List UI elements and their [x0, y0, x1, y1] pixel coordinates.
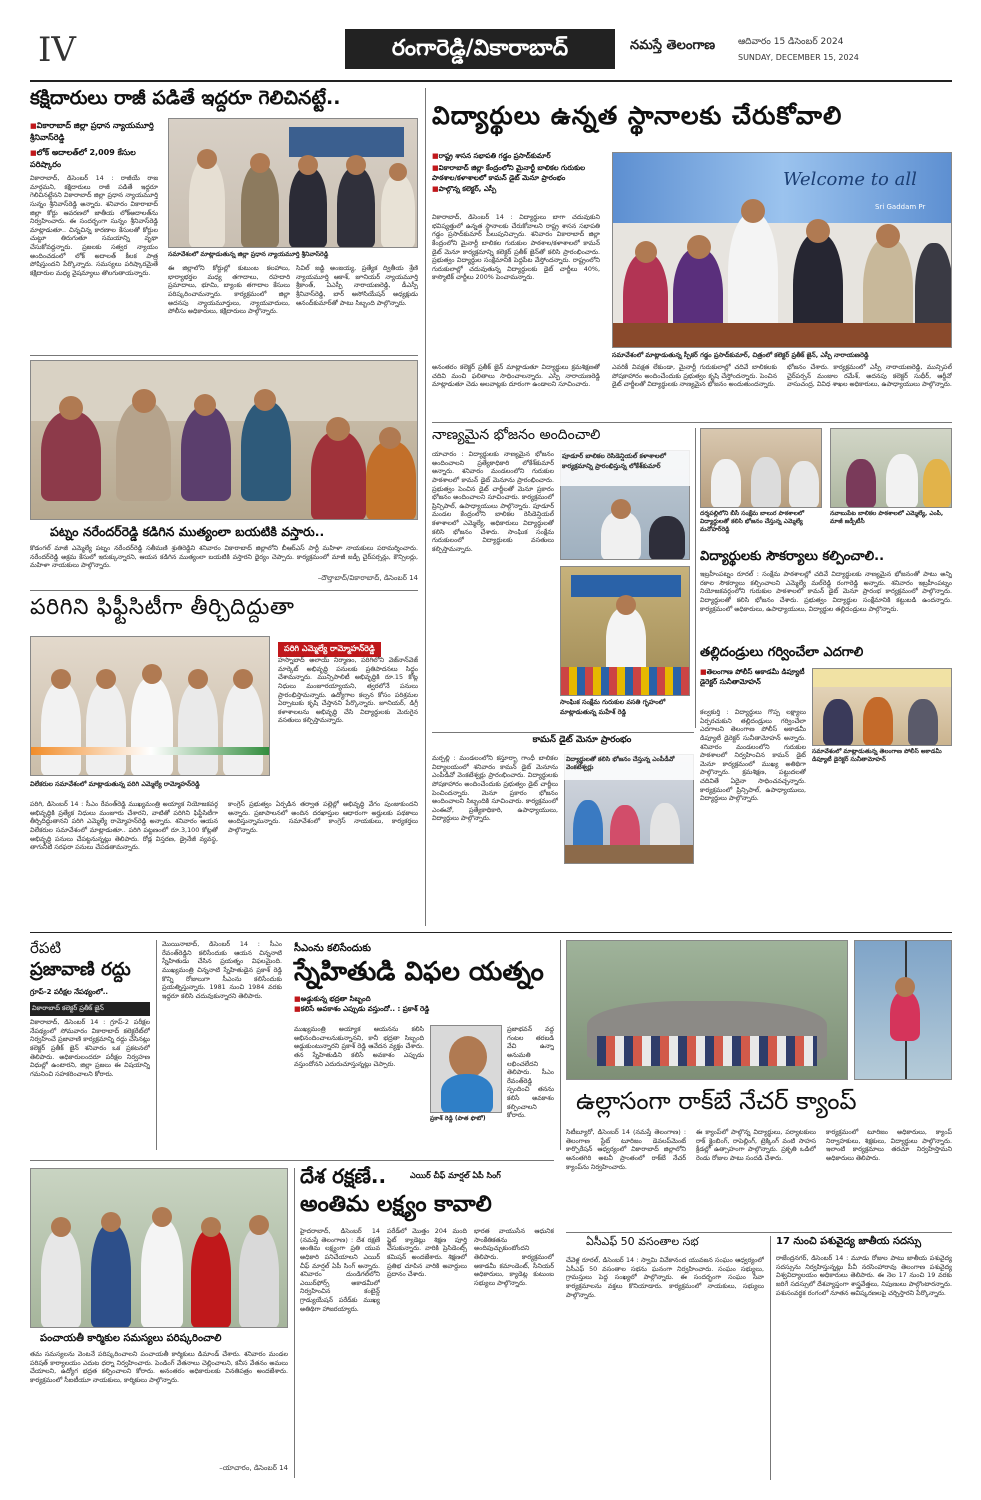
headline: ఏసీఎఫ్ 50 వసంతాల సభ [586, 1235, 699, 1248]
mla-tag [278, 636, 418, 657]
body-text: మర్పల్లి : మండలంలోని కస్తూర్బా గాంధీ బాలికల విద్యాలయంలో శనివారం కామన్ డైట్ మెనూను ఎంపీడీవో వెంకటేశ్వర్లు ప్రారంభించారు. విద్యార్థులకు పోషకాహారం అందించేందుకు ప్రభుత్వం డైట్ చార్జీలు పెంచిందన్నారు. మెనూ ప్రకారం భోజనం అందించాలని సిబ్బందికి సూచించారు. కార్యక్రమంలో ఎంఈవో, ప్రత్యేకాధికారి, ఉపాధ్యాయులు, విద్యార్థులు పాల్గొన్నారు. [432, 754, 558, 823]
caption-title: పట్నం నరేందర్‌రెడ్డి కడిగిన ముత్యంలా బయటికి వస్తారు.. [50, 524, 325, 539]
body-text: సిటీబ్యూరో, డిసెంబర్ 14 (నమస్తే తెలంగాణ) : తెలంగాణ స్టేట్ టూరిజం డెవలప్‌మెంట్ కార్పొరేషన్ ఆధ్వర్యంలో వికారాబాద్ జిల్లాలోని అనంతగిరి అటవీ ప్రాంతంలో రాక్‌బే నేచర్ క్యాంప్‌ను నిర్వహించారు. [566, 1128, 686, 1171]
body-text: వికారాబాద్, డిసెంబర్ 14 : రాజీయే రాజ మార్గమని, కక్షిదారులు రాజీ పడితే ఇద్దరూ గెలిచినట్టేనని వికారాబాద్ జిల్లా ప్రధాన న్యాయమూర్తి సున్నం శ్రీనివాస్‌రెడ్డి అన్నారు. శనివారం వికారాబాద్ జిల్లా కోర్టు ఆవరణలో జాతీయ లోక్‌అదాలత్‌ను నిర్వహించారు. ఈ సందర్భంగా సున్నం శ్రీనివాస్‌రెడ్డి మాట్లాడుతూ.. చిన్నచిన్న కారణాల కేసులతో కోర్టుల చుట్టూ తిరుగుతూ సమయాన్ని వృథా చేసుకోవద్దన్నారు. ప్రజలకు సత్వర న్యాయం అందించడంలో లోక్ అదాలత్ కీలక పాత్ర పోషిస్తుందని పేర్కొన్నారు. సమస్యలు పరిష్కారమైతే కక్షిదారుల మధ్య వైషమ్యాలు తొలగుతాయన్నారు. [30, 174, 158, 278]
subhead-bullet: ■ పాల్గొన్న కలెక్టర్, ఎస్పీ [432, 185, 600, 195]
story-cm-friend [162, 940, 554, 1155]
title-line-2: ప్రజావాణి రద్దు [30, 959, 131, 980]
body-text: చేవెళ్ల రూరల్, డిసెంబర్ 14 : స్వామి వివేకానంద యువజన సంఘం ఆధ్వర్యంలో ఏసీఎఫ్ 50 వసంతాల సభను ఘనంగా నిర్వహించారు. సంఘం సభ్యులు, గ్రామస్తులు పెద్ద సంఖ్యలో పాల్గొన్నారు. ఈ సందర్భంగా సంఘం సేవా కార్యక్రమాలను వక్తలు కొనియాడారు. కార్యక్రమంలో నాయకులు, సభ్యులు పాల్గొన్నారు. [566, 1256, 764, 1299]
subhead-bullet: ■ అడ్డుకున్న భద్రతా సిబ్బంది [294, 995, 554, 1005]
story-lok-adalat [30, 88, 418, 350]
body-text: భారత వాయుసేన ఆధునిక సాంకేతికతను అందిపుచ్చుకుంటోందని తెలిపారు. కార్యక్రమంలో అకాడమీ కమాండెంట్, సీనియర్ అధికారులు, క్యాడెట్ల కుటుంబ సభ్యులు పాల్గొన్నారు. [474, 1227, 554, 1287]
headline: కక్షిదారులు రాజీ పడితే ఇద్దరూ గెలిచినట్టే.. [30, 87, 341, 109]
story-quality-food [432, 428, 690, 728]
prakash-photo [430, 1025, 502, 1113]
body-text: యాచారం : విద్యార్థులకు నాణ్యమైన భోజనం అందించాలని ప్రత్యేకాధికారి లోకేశ్‌కుమార్ అన్నారు. శనివారం మండలంలోని గురుకుల పాఠశాలలో కామన్ డైట్ మెనూను ప్రారంభించారు. ప్రభుత్వం పెంచిన డైట్ చార్జీలతో మెనూ ప్రకారం భోజనం అందించాలని సూచించారు. కార్యక్రమంలో ప్రిన్సిపాల్, ఉపాధ్యాయులు పాల్గొన్నారు. పూడూర్ మండల కేంద్రంలోని బాలికల రెసిడెన్షియల్ కళాశాలలో ఎమ్మెల్యే, అధికారులు విద్యార్థులతో కలిసి భోజనం చేశారు. సాంఘిక సంక్షేమ గురుకులంలో విద్యార్థులకు వసతులు కల్పిస్తామన్నారు. [432, 450, 554, 554]
headline: నాణ్యమైన భోజనం అందించాలి [432, 427, 601, 443]
kicker: ఎయిర్ చీఫ్ మార్షల్ ఏపీ సింగ్ [410, 1171, 501, 1180]
body-text: వికారాబాద్, డిసెంబర్ 14 : గ్రూప్-2 పరీక్షల నేపథ్యంలో సోమవారం వికారాబాద్ కలెక్టరేట్‌లో నిర్వహించే ప్రజావాణి కార్యక్రమాన్ని రద్దు చేసినట్లు కలెక్టర్ ప్రతీక్ జైన్ శనివారం ఒక ప్రకటనలో తెలిపారు. అధికారులందరూ పరీక్షల నిర్వహణ విధుల్లో ఉంటారని, జిల్లా ప్రజలు ఈ విషయాన్ని గమనించి సహకరించాలని కోరారు. [30, 1018, 150, 1078]
story-photos-mla [700, 428, 952, 548]
story-air-chief [300, 1165, 554, 1480]
court-photo [168, 118, 418, 248]
kicker: సీఎంను కలిసేందుకు [294, 943, 372, 954]
body-text: మొయినాబాద్, డిసెంబర్ 14 : సీఎం రేవంత్‌రెడ్డిని కలిసేందుకు ఆయన చిన్ననాటి స్నేహితుడు చేసిన ప్రయత్నం విఫలమైంది. ముఖ్యమంత్రి చిన్ననాటి స్నేహితుడైన ప్రకాశ్ రెడ్డి కొన్ని రోజులుగా సీఎంను కలిసేందుకు ప్రయత్నిస్తున్నారు. 1981 నుంచి 1984 వరకు ఇద్దరూ కలిసి చదువుకున్నారని తెలిపారు. [162, 940, 282, 1000]
story-parigi [30, 596, 418, 926]
body-text: పరేడ్‌లో మొత్తం 204 మంది ఫ్లైట్ క్యాడెట్లు శిక్షణ పూర్తి చేసుకున్నారు. వారికి ప్రెసిడెంట్స్ కమిషన్ అందజేశారు. శిక్షణలో ప్రతిభ చూపిన వారికి అవార్డులు ప్రదానం చేశారు. [387, 1227, 467, 1279]
headline: విద్యార్థులకు సౌకర్యాలు కల్పించాలి.. [700, 549, 885, 564]
subhead-bullet: ■ రాష్ట్ర శాసన సభాపతి గడ్డం ప్రసాద్‌కుమార్ [432, 152, 600, 162]
headline: స్నేహితుడి విఫల యత్నం [294, 957, 544, 987]
story-common-diet [432, 736, 694, 926]
story-facilities [700, 550, 952, 640]
rappelling-photo [854, 940, 952, 1080]
story-rock-camp [566, 940, 952, 1230]
story-vet-summit [776, 1236, 952, 1480]
headline: కామన్ డైట్ మెనూ ప్రారంభం [532, 735, 632, 745]
body-text: హస్నాబాద్ అలాయ్ నిర్మాణం, పరిగిలోని వెజ్‌నాన్‌వెజ్ మార్కెట్ అభివృద్ధి పనులకు ప్రతిపాదనలు సిద్ధం చేశామన్నారు. మున్సిపాలిటీ అభివృద్ధికి రూ.15 కోట్ల నిధులు మంజూరయ్యాయని, త్వరలోనే పనులు ప్రారంభిస్తామన్నారు. ఉద్యోగాల కల్పన కోసం పరిశ్రమల ఏర్పాటుకు కృషి చేస్తానని పేర్కొన్నారు. జూనియర్, డిగ్రీ కళాశాలలను అభివృద్ధి చేసి విద్యార్థులకు మెరుగైన వసతులు కల్పిస్తామన్నారు. [278, 656, 418, 725]
signature: –దౌల్తాబాద్/వికారాబాద్, డిసెంబర్ 14 [317, 574, 418, 582]
headline-line-1: దేశ రక్షణే.. [300, 1164, 387, 1188]
headline: తల్లిదండ్రులు గర్వించేలా ఎదగాలి [700, 645, 864, 660]
body-text: ప్రజాభవన్ వద్ద గంటల తరబడి వేచి ఉన్నా అనుమతి లభించలేదని తెలిపారు. సీఎం రేవంత్‌రెడ్డి స్పందించి తనను కలిసే అవకాశం కల్పించాలని కోరారు. [507, 1025, 554, 1120]
subhead-bullet: ■ లోక్ అదాలత్‌లో 2,009 కేసుల పరిష్కారం [30, 147, 158, 170]
date-english: SUNDAY, DECEMBER 15, 2024 [738, 53, 859, 62]
banner-name: Sri Gaddam Pr [875, 203, 926, 211]
headline: 17 నుంచి పశువైద్య జాతీయ సదస్సు [776, 1236, 922, 1247]
protest-photo [30, 1168, 288, 1328]
paper-name: నమస్తే తెలంగాణ [630, 38, 716, 53]
story-panchayat-workers [30, 1168, 288, 1478]
photo-caption: ప్రకాశ్ రెడ్డి (పాత ఫొటో) [430, 1115, 486, 1122]
press-meet-photo [30, 636, 270, 776]
body-text: ఇబ్రహీంపట్నం రూరల్ : సంక్షేమ పాఠశాలల్లో చదివే విద్యార్థులకు నాణ్యమైన భోజనంతో పాటు అన్ని రకాల సౌకర్యాలు కల్పించాలని ఎమ్మెల్యే మల్‌రెడ్డి రంగారెడ్డి అన్నారు. శనివారం ఇబ్రహీంపట్నం నియోజకవర్గంలోని గురుకుల పాఠశాలలో కామన్ డైట్ మెనూ ప్రారంభ కార్యక్రమంలో పాల్గొన్నారు. విద్యార్థులతో కలిసి భోజనం చేశారు. ప్రభుత్వం విద్యార్థుల సంక్షేమానికి కట్టుబడి ఉందన్నారు. కార్యక్రమంలో అధికారులు, ఉపాధ్యాయులు, విద్యార్థుల తల్లిదండ్రులు పాల్గొన్నారు. [700, 570, 952, 613]
body-text: ఎవరికీ వివక్షత లేకుండా, మైనార్టీ గురుకులాల్లో చదివే బాలికలకు పోషకాహారం అందించేందుకు ప్రభుత్వం కృషి చేస్తోందన్నారు. పెంచిన డైట్ చార్జీలతో విద్యార్థులకు నాణ్యమైన భోజనం అందుతుందన్నారు. [612, 363, 777, 389]
section-title: రంగారెడ్డి/వికారాబాద్ [345, 29, 615, 69]
body-text: కొడంగల్ మాజీ ఎమ్మెల్యే పట్నం నరేందర్‌రెడ్డి సతీమణి శ్రుతిరెడ్డిని శనివారం వికారాబాద్ జిల్లాలోని బీఆర్‌ఎస్ పార్టీ మహిళా నాయకులు పరామర్శించారు. నరేందర్‌రెడ్డి అక్రమ కేసులో ఇరుక్కున్నారని, ఆయన కడిగిన ముత్యంలా బయటికి వస్తారని ధైర్యం చెప్పారు. కార్యక్రమంలో మాజీ జడ్పీ చైర్‌పర్సన్లు, కౌన్సిలర్లు, మహిళా నాయకులు పాల్గొన్నారు. [30, 544, 418, 570]
story-parents-proud [700, 646, 952, 926]
story-prajavani [30, 940, 150, 1150]
photo-caption: సమావేశంలో మాట్లాడుతున్న స్పీకర్ గడ్డం ప్రసాద్‌కుమార్, చిత్రంలో కలెక్టర్ ప్రతీక్ జైన్, ఎస్పీ నారాయణరెడ్డి [612, 351, 869, 359]
title-line-1: రేపటి [30, 939, 62, 957]
headline-line-2: అంతిమ లక్ష్యం కావాలి [300, 1192, 492, 1217]
body-text: తమ సమస్యలను వెంటనే పరిష్కరించాలని పంచాయతీ కార్మికులు డిమాండ్ చేశారు. శనివారం మండల పరిషత్ కార్యాలయం ఎదుట ధర్నా నిర్వహించారు. పెండింగ్ వేతనాలు చెల్లించాలని, కనీస వేతనం అమలు చేయాలని, ఉద్యోగ భద్రత కల్పించాలని కోరారు. అనంతరం అధికారులకు వినతిపత్రం అందజేశారు. కార్యక్రమంలో సీఐటీయూ నాయకులు, కార్మికులు పాల్గొన్నారు. [30, 1350, 288, 1384]
masthead [0, 0, 981, 80]
body-text: ముఖ్యమంత్రి అయ్యాక ఆయనను కలిసి అభినందించాలనుకున్నానని, కానీ భద్రతా సిబ్బంది అడ్డుకుంటున్నారని ప్రకాశ్ రెడ్డి ఆవేదన వ్యక్తం చేశారు. తన స్నేహితుడిని కలిసే అవకాశం ఎప్పుడు వస్తుందోనని ఎదురుచూస్తున్నట్లు చెప్పారు. [294, 1025, 424, 1068]
headline: ఉల్లాసంగా రాక్‌బే నేచర్ క్యాంప్ [576, 1087, 857, 1115]
body-text: కార్యక్రమంలో టూరిజం అధికారులు, క్యాంప్ నిర్వాహకులు, శిక్షకులు, విద్యార్థులు పాల్గొన్నారు. ఇలాంటి కార్యక్రమాలు తరచూ నిర్వహిస్తామని అధికారులు తెలిపారు. [826, 1128, 952, 1162]
story-narender-reddy [30, 360, 418, 585]
body-text: కల్వకుర్తి : విద్యార్థులు గొప్ప లక్ష్యాలు ఏర్పరచుకుని తల్లిదండ్రులు గర్వించేలా ఎదగాలని తెలంగాణ పోలీస్ అకాడమీ డిప్యూటీ డైరెక్టర్ సునీతామోహన్ అన్నారు. శనివారం మండలంలోని గురుకుల పాఠశాలలో నిర్వహించిన కామన్ డైట్ మెనూ కార్యక్రమంలో ముఖ్య అతిథిగా పాల్గొన్నారు. క్రమశిక్షణ, పట్టుదలతో చదివితే ఏదైనా సాధించవచ్చన్నారు. కార్యక్రమంలో ప్రిన్సిపాల్, ఉపాధ్యాయులు, విద్యార్థులు పాల్గొన్నారు. [700, 708, 806, 803]
dining-photo-a [700, 428, 822, 508]
photo-caption: నవాబుపేట బాలికల పాఠశాలలో ఎమ్మెల్యే, ఎంపీ, మాజీ జడ్పీటీసీ [830, 510, 944, 525]
body-text: భోజనం చేశారు. కార్యక్రమంలో ఎస్పీ నారాయణరెడ్డి, మున్సిపల్ చైర్‌పర్సన్ మంజుల రమేశ్, అదనపు కలెక్టర్ సుధీర్, ఆర్డీవో వాసుచంద్ర, వివిధ శాఖల అధికారులు, ఉపాధ్యాయులు పాల్గొన్నారు. [787, 363, 952, 389]
tag-label: పరిగి ఎమ్మెల్యే రామ్మోహన్‌రెడ్డి [278, 642, 381, 657]
body-text: సివిల్ జడ్జి అంజయ్య, ప్రత్యేక ద్వితీయ శ్రేణి న్యాయమూర్తి ఆకాశ్, జూనియర్ న్యాయమూర్తి శ్రీకాంత్, ఏఎస్పీ నారాయణరెడ్డి, డీఎస్పీ శ్రీనివాస్‌రెడ్డి, బార్ అసోసియేషన్ అధ్యక్షుడు ఆనంద్‌కుమార్‌తో పాటు సిబ్బంది పాల్గొన్నారు. [296, 264, 418, 307]
date-telugu: ఆదివారం 15 డిసెంబర్ 2024 [738, 37, 844, 47]
photo-caption: సమావేశంలో మాట్లాడుతున్న జిల్లా ప్రధాన న్యాయమూర్తి శ్రీనివాస్‌రెడ్డి [168, 251, 329, 258]
subhead-bullet: ■ వికారాబాద్ జిల్లా కేంద్రంలోని మైనార్టీ బాలికల గురుకుల పాఠశాల/కళాశాలలో కామన్ డైట్ మెనూ ప్రారంభం [432, 164, 600, 184]
story-students-speaker [432, 88, 952, 418]
photo-caption: దర్శపల్లిలోని బీసీ సంక్షేమ బాలుర పాఠశాలలో విద్యార్థులతో కలిసి భోజనం చేస్తున్న ఎమ్మెల్యే మనోహర్‌రెడ్డి [700, 510, 805, 533]
photo-caption: పూడూర్ బాలికల రెసిడెన్షియల్ కళాశాలలో కార్యక్రమాన్ని ప్రారంభిస్తున్న లోకేశ్‌కుమార్ [560, 450, 690, 486]
body-text: కాంగ్రెస్ ప్రభుత్వం ఏర్పడిన తర్వాత పల్లెల్లో అభివృద్ధి వేగం పుంజుకుందని అన్నారు. ప్రజాపాలనలో అందిన దరఖాస్తుల ఆధారంగా అర్హులకు పథకాలు అందిస్తున్నామన్నారు. సమావేశంలో కాంగ్రెస్ నాయకులు, కార్యకర్తలు పాల్గొన్నారు. [228, 800, 418, 834]
photo-caption: విద్యార్థులతో కలిసి భోజనం చేస్తున్న ఎంపీడీవో వెంకటేశ్వర్లు [564, 754, 694, 780]
body-text: అనంతరం కలెక్టర్ ప్రతీక్ జైన్ మాట్లాడుతూ విద్యార్థులు క్రమశిక్షణతో చదివి మంచి ఫలితాలు సాధించాలన్నారు. ఎస్పీ నారాయణరెడ్డి మాట్లాడుతూ చెడు అలవాట్లకు దూరంగా ఉండాలని సూచించారు. [432, 363, 600, 389]
page-number: IV [38, 30, 76, 70]
body-text: వికారాబాద్, డిసెంబర్ 14 : విద్యార్థులు బాగా చదువుకుని భవిష్యత్తులో ఉన్నత స్థానాలకు చేరుకోవాలని రాష్ట్ర శాసన సభాపతి గడ్డం ప్రసాద్‌కుమార్ పిలుపునిచ్చారు. శనివారం వికారాబాద్ జిల్లా కేంద్రంలోని మైనార్టీ బాలికల గురుకుల పాఠశాల/కళాశాలలో కామన్ డైట్ మెనూ కార్యక్రమాన్ని కలెక్టర్ ప్రతీక్ జైన్‌తో కలిసి ప్రారంభించారు. ప్రభుత్వం విద్యార్థుల సంక్షేమానికి పెద్దపీట వేస్తోందన్నారు. రాష్ట్రంలోని గురుకులాల్లో చదువుతున్న విద్యార్థులకు డైట్ చార్జీలు 40%, కాస్మొటిక్ చార్జీలు 200% పెంచామన్నారు. [432, 213, 600, 282]
sub2: వికారాబాద్ కలెక్టర్ ప్రతీక్ జైన్ [30, 1002, 150, 1016]
academy-photo [812, 668, 952, 746]
body-text: ఈ జిల్లాలోని కోర్టుల్లో కుటుంబ కలహాలు, భార్యాభర్తల మధ్య తగాదాలు, రహదారి ప్రమాదాలు, భూమి, బ్యాంకు తగాదాల కేసులు పరిష్కరించామన్నారు. కార్యక్రమంలో జిల్లా అదనపు న్యాయమూర్తులు, న్యాయవాదులు, పోలీసు అధికారులు, కక్షిదారులు పాల్గొన్నారు. [168, 264, 290, 316]
photo-caption: పంచాయతీ కార్మికుల సమస్యలు పరిష్కరించాలి [40, 1333, 222, 1344]
story-acf [566, 1236, 764, 1480]
banner-welcome: Welcome to all [783, 169, 917, 190]
photo-caption: సాంఘిక సంక్షేమ గురుకుల వసతి గృహంలో మాట్లాడుతున్న మహేశ్ రెడ్డి [560, 698, 666, 716]
body-text: రాజేంద్రనగర్, డిసెంబర్ 14 : మూడు రోజుల పాటు జాతీయ పశువైద్య సదస్సును నిర్వహిస్తున్నట్లు పీవీ నరసింహారావు తెలంగాణ పశువైద్య విశ్వవిద్యాలయం అధికారులు తెలిపారు. ఈ నెల 17 నుంచి 19 వరకు జరిగే సదస్సులో దేశవ్యాప్తంగా శాస్త్రవేత్తలు, నిపుణులు పాల్గొంటారన్నారు. పశుసంవర్ధక రంగంలో నూతన ఆవిష్కరణలపై చర్చిస్తారని పేర్కొన్నారు. [776, 1254, 952, 1297]
body-text: ఈ క్యాంప్‌లో పాల్గొన్న విద్యార్థులు, పర్యాటకులు రాక్ క్లైంబింగ్, రాపెల్లింగ్, ట్రెక్కింగ్ వంటి సాహస క్రీడల్లో ఉత్సాహంగా పాల్గొన్నారు. ప్రకృతి ఒడిలో రెండు రోజుల పాటు సందడి చేశారు. [696, 1128, 816, 1162]
hostel-photo [560, 566, 690, 696]
photo-caption: సమావేశంలో మాట్లాడుతున్న తెలంగాణ పోలీస్ అకాడమీ డిప్యూటీ డైరెక్టర్ సునీతామోహన్ [812, 748, 942, 763]
sub1: గ్రూప్-2 పరీక్షల నేపథ్యంలో.. [30, 988, 109, 996]
headline: విద్యార్థులు ఉన్నత స్థానాలకు చేరుకోవాలి [432, 101, 843, 130]
dining-photo-b [830, 428, 952, 508]
subhead-bullet: ■ కలిసే అవకాశం ఎప్పుడు వస్తుందో.. : ప్రకాశ్ రెడ్డి [294, 1005, 554, 1015]
body-text: పరిగి, డిసెంబర్ 14 : సీఎం రేవంత్‌రెడ్డి ముఖ్యమంత్రి అయ్యాక నియోజకవర్గ అభివృద్ధికి ప్రత్యేక నిధులు మంజూరు చేశారని, వాటితో పరిగిని ఫిఫ్టీసిటీగా తీర్చిదిద్దుతానని పరిగి ఎమ్మెల్యే రామ్మోహన్‌రెడ్డి అన్నారు. శనివారం ఆయన విలేకరుల సమావేశంలో మాట్లాడుతూ.. పరిగి పట్టణంలో రూ.3,100 కోట్లతో అభివృద్ధి పనులు చేపట్టనున్నట్లు తెలిపారు. రోడ్ల విస్తరణ, డ్రైనేజీ వ్యవస్థ, తాగునీటి సరఫరా పనులు చేపడతామన్నారు. [30, 800, 218, 852]
meeting-photo [30, 360, 418, 520]
subhead-bullet: ■ వికారాబాద్ జిల్లా ప్రధాన న్యాయమూర్తి శ్రీనివాస్‌రెడ్డి [30, 120, 158, 143]
signature: –యాచారం, డిసెంబర్ 14 [219, 1464, 288, 1472]
photo-caption: విలేకరుల సమావేశంలో మాట్లాడుతున్న పరిగి ఎమ్మెల్యే రామ్మోహన్‌రెడ్డి [30, 780, 200, 788]
subhead-bullet: ■ తెలంగాణ పోలీస్ అకాడమీ డిప్యూటీ డైరెక్టర్ సునీతామోహన్ [700, 668, 810, 688]
headline: పరిగిని ఫిఫ్టీసిటీగా తీర్చిదిద్దుతా [30, 595, 295, 620]
speaker-photo [612, 152, 952, 348]
rock-photo-group [566, 940, 848, 1080]
body-text: హైదరాబాద్, డిసెంబర్ 14 (నమస్తే తెలంగాణ) : దేశ రక్షణే అంతిమ లక్ష్యంగా ప్రతి యువ అధికారి పనిచేయాలని ఎయిర్ చీఫ్ మార్షల్ ఏపీ సింగ్ అన్నారు. శనివారం దుండిగల్‌లోని ఎయిర్‌ఫోర్స్ అకాడమీలో నిర్వహించిన కంబైన్డ్ గ్రాడ్యుయేషన్ పరేడ్‌కు ముఖ్య అతిథిగా హాజరయ్యారు. [300, 1227, 380, 1313]
